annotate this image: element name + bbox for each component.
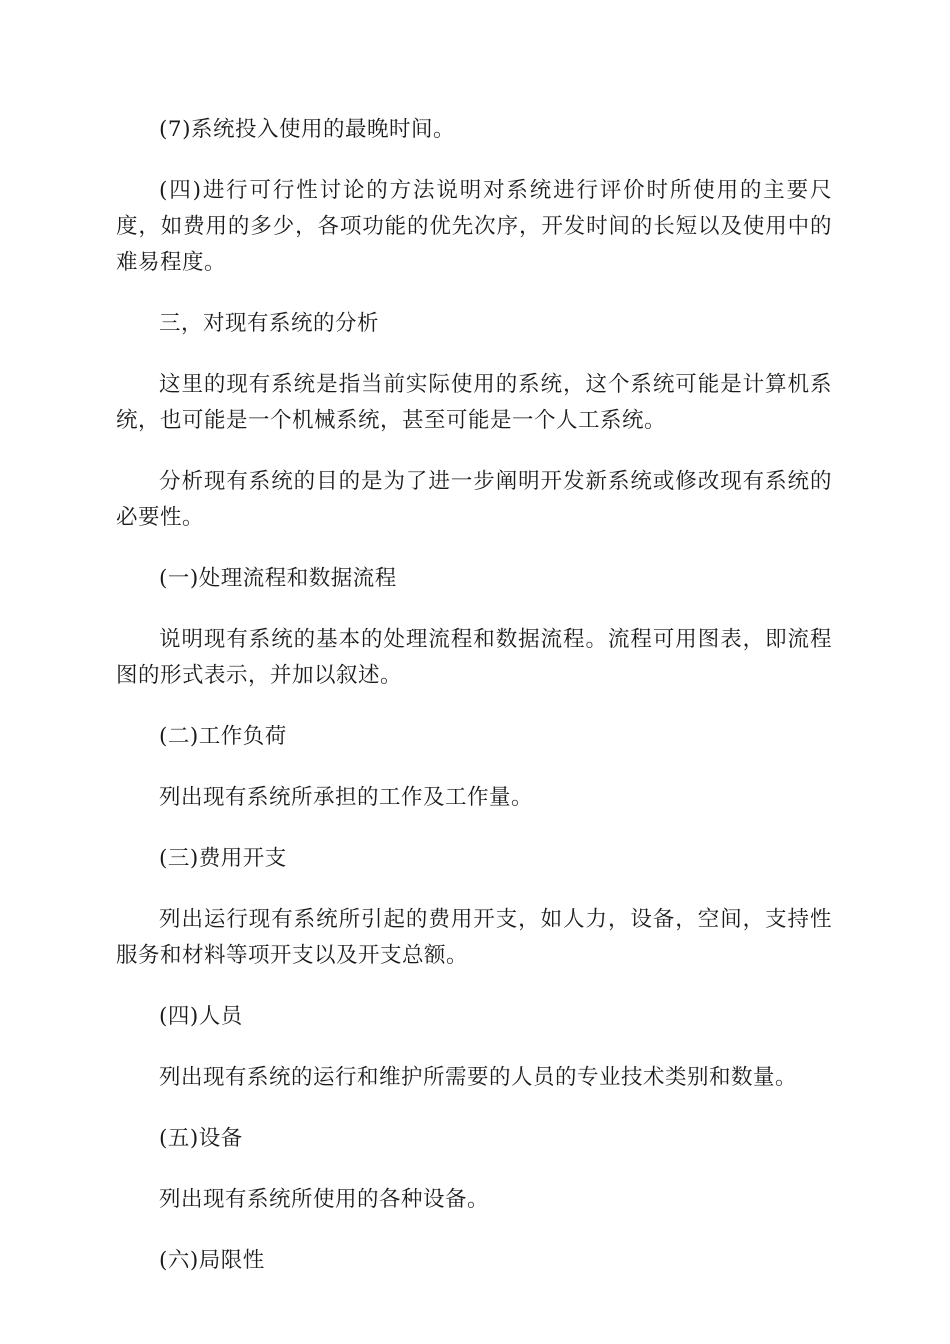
subheading-limitations: (六)局限性 (159, 1248, 265, 1273)
subheading-personnel: (四)人员 (159, 1004, 243, 1029)
paragraph-current-system-definition: 这里的现有系统是指当前实际使用的系统，这个系统可能是计算机系统，也可能是一个机械系统，甚至可能是一个人工系统。 (116, 372, 832, 433)
paragraph-process-data-flow: 说明现有系统的基本的处理流程和数据流程。流程可用图表，即流程图的形式表示，并加以叙述。 (116, 627, 832, 688)
subheading-process-data-flow: (一)处理流程和数据流程 (159, 566, 397, 591)
paragraph-feasibility-method: (四)进行可行性讨论的方法说明对系统进行评价时所使用的主要尺度，如费用的多少，各项功能的优先次序，开发时间的长短以及使用中的难易程度。 (116, 178, 832, 275)
subheading-workload: (二)工作负荷 (159, 724, 287, 749)
paragraph-workload: 列出现有系统所承担的工作及工作量。 (159, 785, 534, 810)
paragraph-item-7-latest-time: (7)系统投入使用的最晚时间。 (159, 117, 455, 142)
paragraph-personnel: 列出现有系统的运行和维护所需要的人员的专业技术类别和数量。 (159, 1065, 798, 1090)
paragraph-expenses: 列出运行现有系统所引起的费用开支，如人力，设备，空间，支持性服务和材料等项开支以及开支总额。 (116, 907, 832, 968)
paragraph-analysis-purpose: 分析现有系统的目的是为了进一步阐明开发新系统或修改现有系统的必要性。 (116, 469, 832, 530)
paragraph-equipment: 列出现有系统所使用的各种设备。 (159, 1187, 490, 1212)
section-heading-current-system-analysis: 三，对现有系统的分析 (159, 311, 380, 336)
document-page (116, 112, 832, 1304)
subheading-expenses: (三)费用开支 (159, 846, 287, 871)
subheading-equipment: (五)设备 (159, 1126, 243, 1151)
